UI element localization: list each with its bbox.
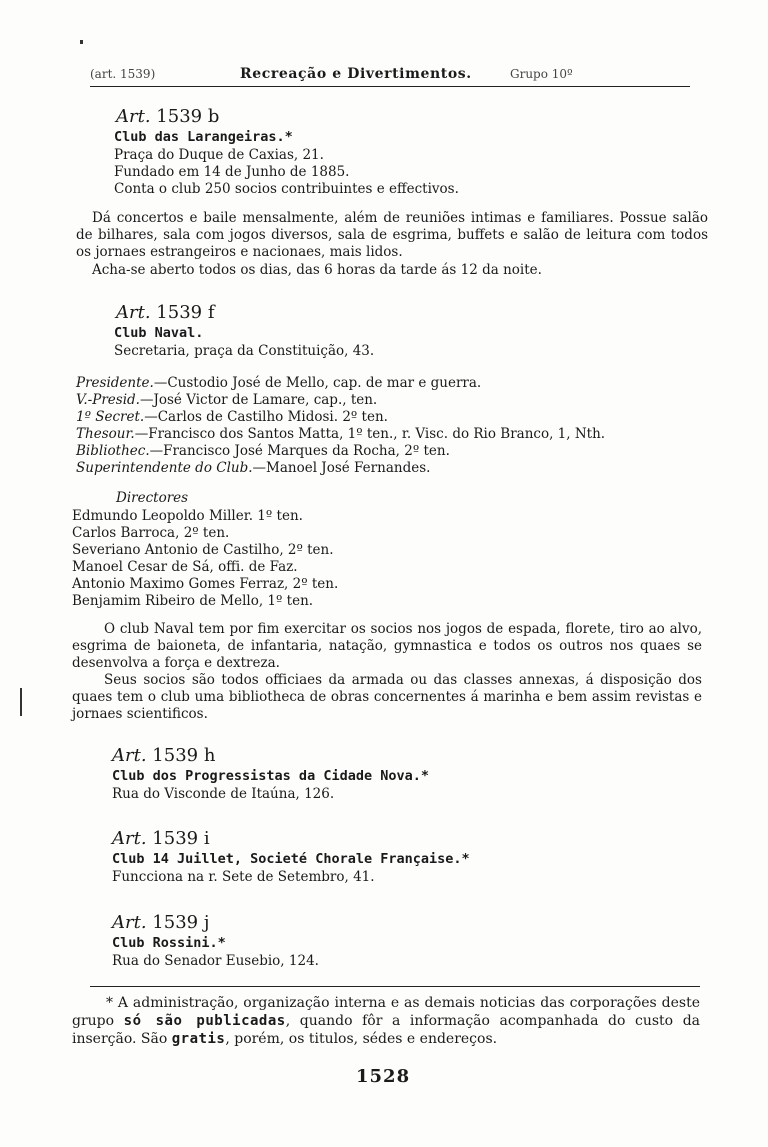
director-line: Antonio Maximo Gomes Ferraz, 2º ten. bbox=[72, 576, 339, 592]
entry-1539b bbox=[0, 106, 768, 198]
address-line: Praça do Duque de Caxias, 21. bbox=[114, 147, 324, 163]
header-group: Grupo 10º bbox=[510, 67, 573, 81]
club-name: Club Rossini.* bbox=[112, 935, 226, 951]
article-heading bbox=[112, 828, 768, 850]
director-line: Manoel Cesar de Sá, offi. de Faz. bbox=[72, 559, 298, 575]
scan-speck bbox=[80, 40, 83, 44]
officer-line bbox=[76, 375, 481, 392]
footnote-star: * bbox=[106, 995, 113, 1011]
running-header bbox=[90, 64, 690, 87]
article-number: 1539 h bbox=[152, 745, 216, 766]
entry-1539i bbox=[0, 828, 768, 886]
officer-text: —Manoel José Fernandes. bbox=[252, 460, 431, 476]
entry-1539j bbox=[0, 912, 768, 970]
footnote-emphasis: só são publicadas bbox=[123, 1013, 286, 1029]
article-number: 1539 i bbox=[152, 828, 210, 849]
footnote-emphasis: gratis bbox=[171, 1031, 226, 1047]
entry-1539h bbox=[0, 745, 768, 803]
article-heading bbox=[116, 106, 768, 128]
officer-line bbox=[76, 409, 388, 426]
officer-line bbox=[76, 426, 605, 443]
address-line: Secretaria, praça da Constituição, 43. bbox=[114, 343, 375, 359]
officer-role: Presidente. bbox=[76, 375, 154, 391]
club-name: Club 14 Juillet, Societé Chorale Française.* bbox=[112, 851, 470, 867]
article-label: Art. bbox=[116, 106, 151, 127]
founded-line: Fundado em 14 de Junho de 1885. bbox=[114, 164, 350, 180]
article-heading bbox=[112, 745, 768, 767]
officer-text: —Francisco dos Santos Matta, 1º ten., r. Visc. do Rio Branco, 1, Nth. bbox=[134, 426, 606, 442]
scan-margin-line bbox=[20, 688, 22, 716]
paragraph: Dá concertos e baile mensalmente, além de reuniões intimas e familiares. Possue salão de bilhares, sala com jogos diversos, sala de esgrima, buffets e salão de leitura com todos os jornaes estrangeiros e nacionaes, mais lidos. bbox=[76, 210, 708, 260]
header-article-range: (art. 1539) bbox=[90, 67, 156, 81]
entry-1539f bbox=[0, 302, 768, 360]
officer-role: V.-Presid. bbox=[76, 392, 140, 408]
article-label: Art. bbox=[112, 828, 147, 849]
officer-text: —Francisco José Marques da Rocha, 2º ten. bbox=[149, 443, 450, 459]
footnote bbox=[72, 994, 700, 1048]
footnote-text: , porém, os titulos, sédes e endereços. bbox=[225, 1031, 498, 1047]
director-line: Benjamim Ribeiro de Mello, 1º ten. bbox=[72, 593, 314, 609]
address-line: Rua do Visconde de Itaúna, 126. bbox=[112, 786, 335, 802]
club-name: Club dos Progressistas da Cidade Nova.* bbox=[112, 768, 429, 784]
officer-role: Superintendente do Club. bbox=[76, 460, 253, 476]
officer-line bbox=[76, 443, 450, 460]
officer-role: Bibliothec. bbox=[76, 443, 150, 459]
officer-text: —Custodio José de Mello, cap. de mar e guerra. bbox=[153, 375, 482, 391]
footnote-text: A administração, organização interna e as demais noticias das corporações deste grupo bbox=[72, 995, 700, 1029]
officer-text: —José Victor de Lamare, cap., ten. bbox=[139, 392, 378, 408]
article-label: Art. bbox=[116, 302, 151, 323]
paragraph: Acha-se aberto todos os dias, das 6 horas da tarde ás 12 da noite. bbox=[92, 262, 542, 278]
officer-line bbox=[76, 460, 430, 477]
director-line: Severiano Antonio de Castilho, 2º ten. bbox=[72, 542, 334, 558]
club-name: Club das Larangeiras.* bbox=[114, 129, 293, 145]
paragraph: Seus socios são todos officiaes da armada ou das classes annexas, á disposição dos quaes tem o club uma bibliotheca de obras concernentes á marinha e bem assim revistas e jornaes scientificos. bbox=[72, 672, 702, 722]
article-label: Art. bbox=[112, 912, 147, 933]
director-line: Edmundo Leopoldo Miller. 1º ten. bbox=[72, 508, 303, 524]
officer-line bbox=[76, 392, 377, 409]
article-number: 1539 f bbox=[156, 302, 215, 323]
footnote-text: , quando fôr a informação acompanhada do custo da inserção. São bbox=[72, 1013, 701, 1047]
article-heading bbox=[112, 912, 768, 934]
page-number: 1528 bbox=[356, 1066, 411, 1087]
article-heading bbox=[116, 302, 768, 324]
article-number: 1539 b bbox=[156, 106, 220, 127]
officer-role: Thesour. bbox=[76, 426, 135, 442]
header-title: Recreação e Divertimentos. bbox=[240, 66, 472, 82]
address-line: Rua do Senador Eusebio, 124. bbox=[112, 953, 319, 969]
club-name: Club Naval. bbox=[114, 325, 204, 341]
officer-role: 1º Secret. bbox=[76, 409, 145, 425]
officer-text: —Carlos de Castilho Midosi. 2º ten. bbox=[144, 409, 388, 425]
director-line: Carlos Barroca, 2º ten. bbox=[72, 525, 230, 541]
address-line: Funcciona na r. Sete de Setembro, 41. bbox=[112, 869, 375, 885]
members-line: Conta o club 250 socios contribuintes e effectivos. bbox=[114, 181, 459, 197]
directors-heading: Directores bbox=[116, 490, 189, 506]
article-number: 1539 j bbox=[152, 912, 210, 933]
article-label: Art. bbox=[112, 745, 147, 766]
footnote-rule bbox=[90, 986, 700, 987]
paragraph: O club Naval tem por fim exercitar os socios nos jogos de espada, florete, tiro ao alvo, esgrima de baioneta, de infantaria, natação, gymnastica e todos os outros nos quaes se desenvolva a força e dextreza. bbox=[72, 621, 702, 671]
